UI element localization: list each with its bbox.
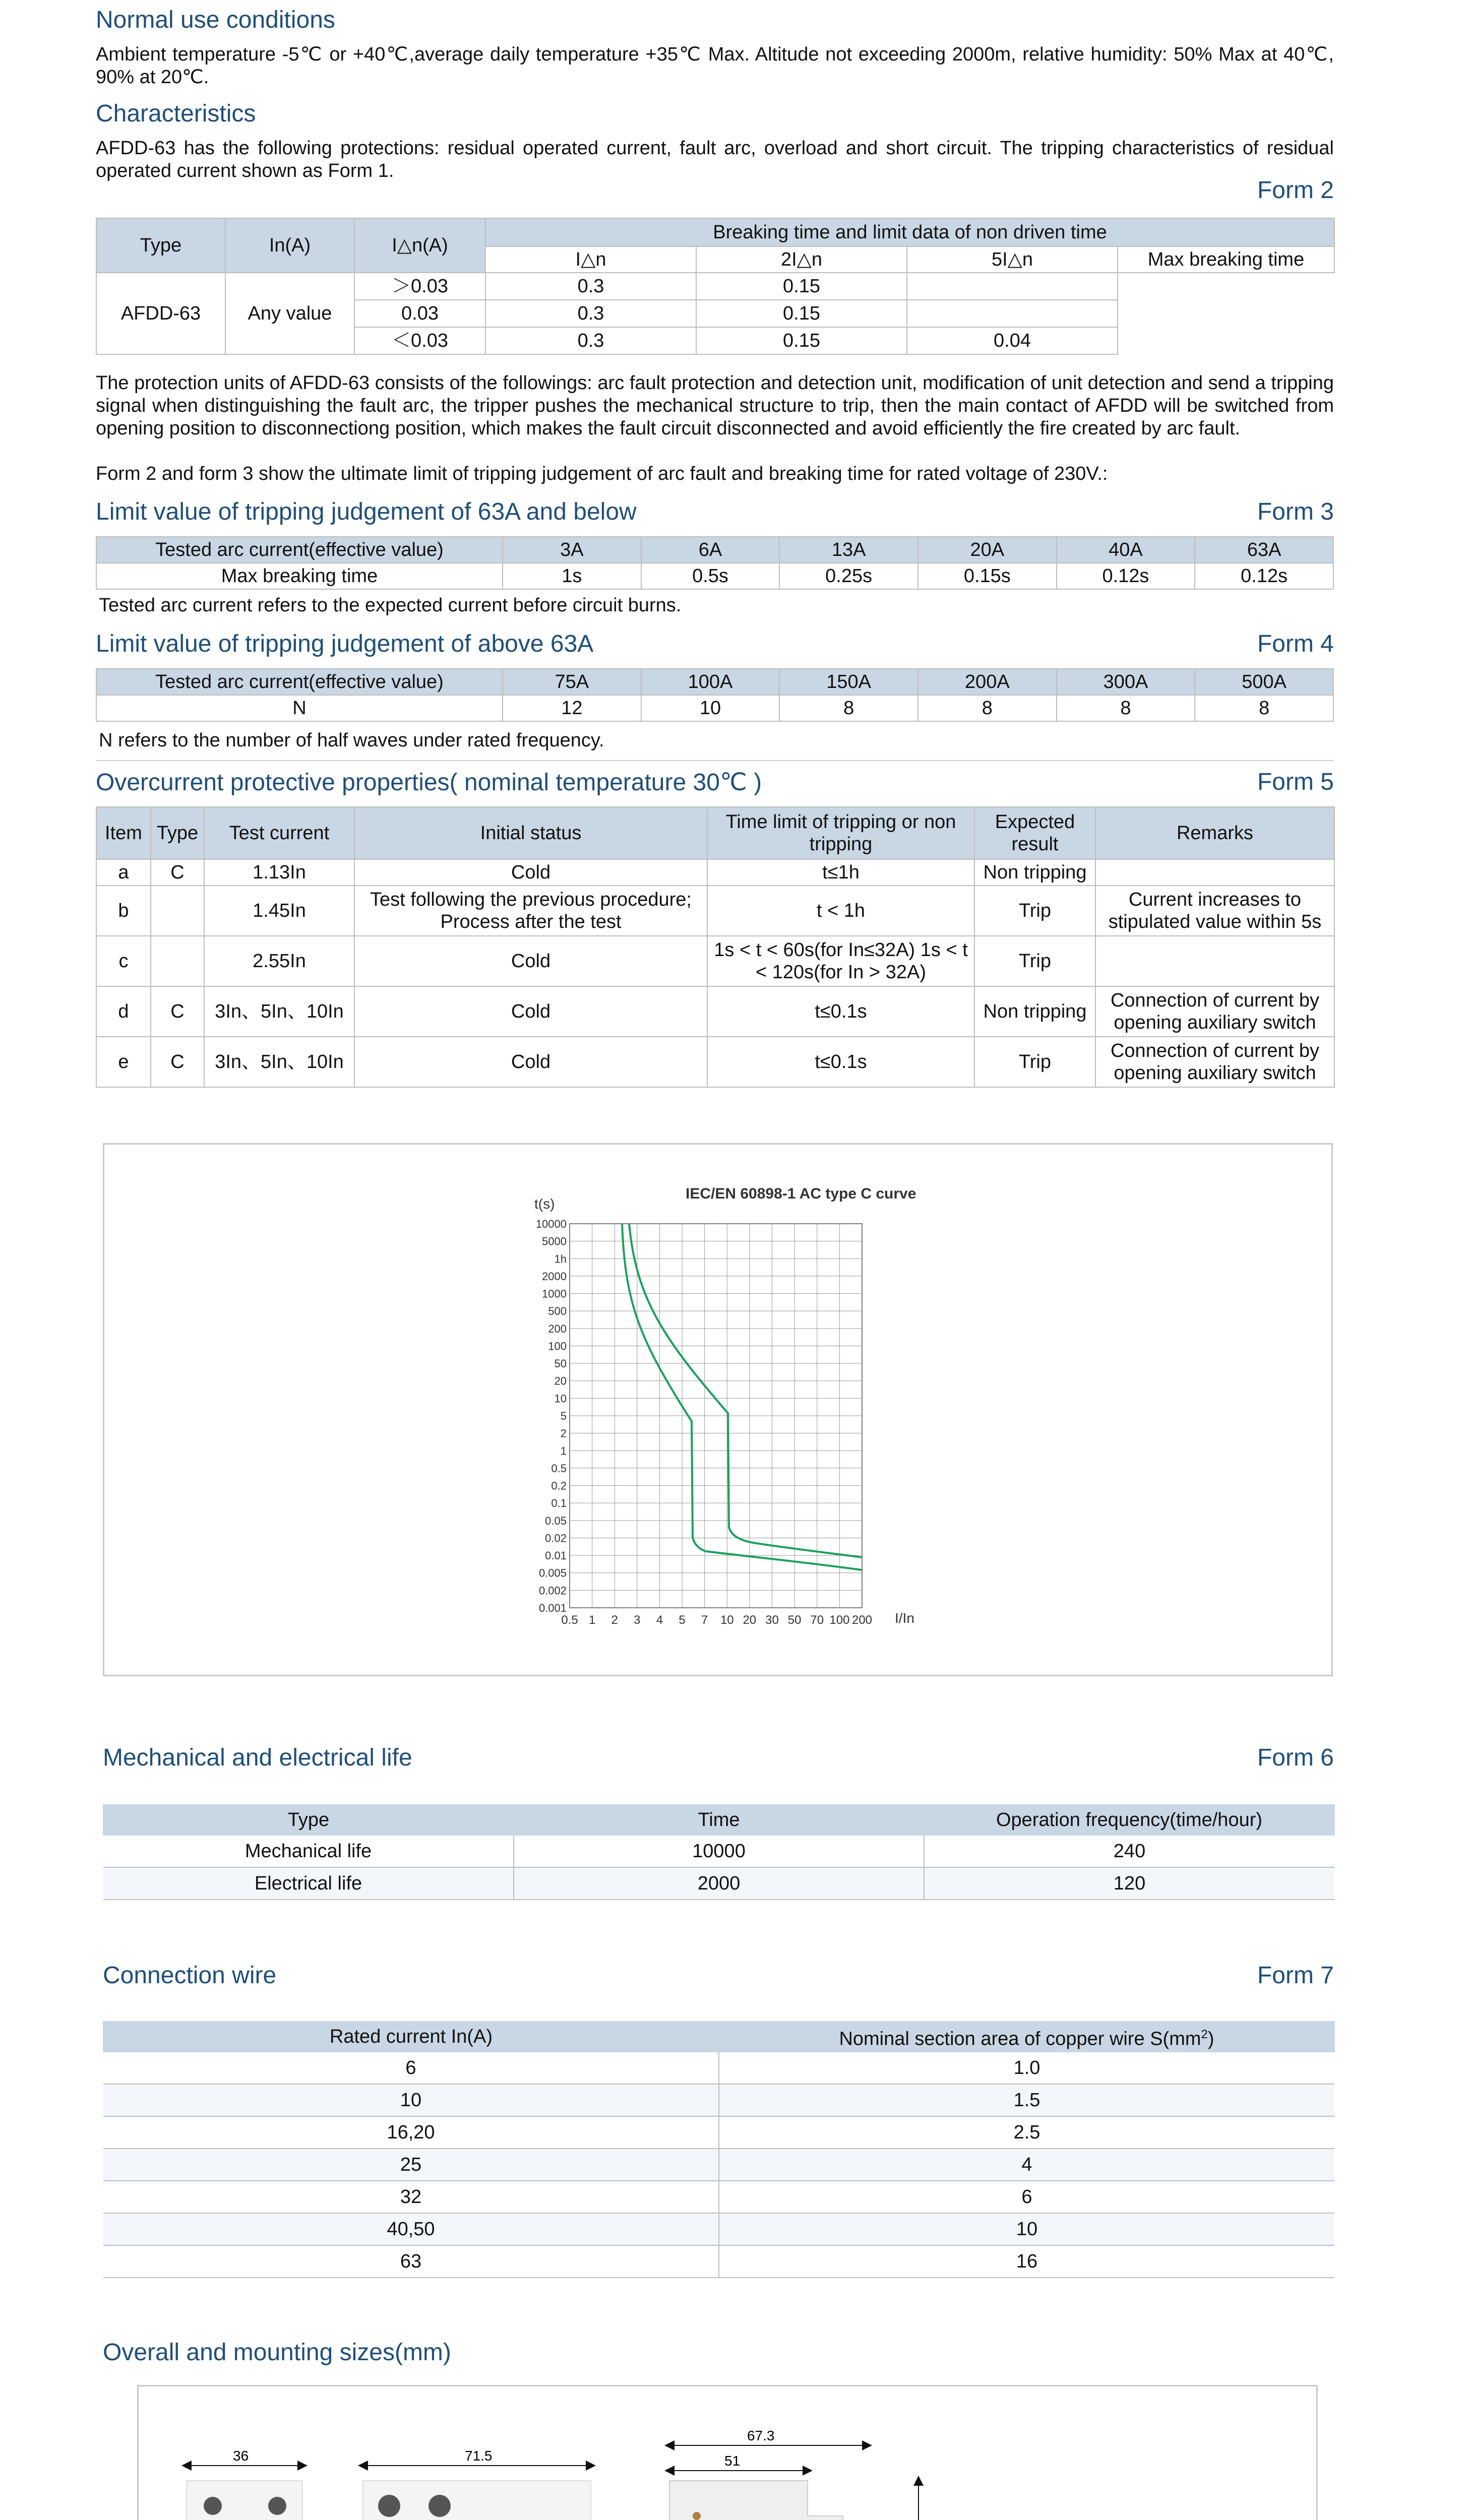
cell-value: 12 <box>503 695 641 721</box>
cell-idn: ＞0.03 <box>354 273 485 300</box>
x-tick-label: 30 <box>765 1613 779 1627</box>
cell-remark <box>1095 936 1334 986</box>
cell-idn: ＜0.03 <box>354 327 485 354</box>
cell-value: 0.12s <box>1057 563 1195 589</box>
cell-value: 0.3 <box>485 273 696 300</box>
header-current: 100A <box>641 669 780 695</box>
header-tested-arc: Tested arc current(effective value) <box>96 537 503 563</box>
y-tick-label: 0.01 <box>545 1549 567 1562</box>
form3-note: Tested arc current refers to the expected current before circuit burns. <box>99 595 682 616</box>
cell-value: 240 <box>924 1835 1334 1867</box>
cell-current: 16,20 <box>103 2116 719 2149</box>
cell-status: Cold <box>354 1037 707 1087</box>
header-c1: I△n <box>485 246 696 273</box>
cell-result: Trip <box>974 1037 1095 1087</box>
y-tick-label: 0.002 <box>538 1584 567 1597</box>
cell-current: 3In、5In、10In <box>204 1037 354 1087</box>
cell-value: 0.3 <box>485 300 696 327</box>
row-label: Max breaking time <box>96 563 503 589</box>
cell-remark: Connection of current by opening auxiliary switch <box>1095 1037 1334 1087</box>
y-tick-label: 1h <box>554 1252 567 1266</box>
x-axis-label: I/In <box>895 1610 914 1626</box>
y-tick-label: 0.2 <box>551 1479 567 1492</box>
cell-item: c <box>96 936 151 986</box>
characteristics-text: AFDD-63 has the following protections: residual operated current, fault arc, overload and short circuit. The tripping characteristics of residual operated current shown as Form 1. <box>96 138 1334 181</box>
cell-time: t≤1h <box>707 859 974 886</box>
form6-title: Mechanical and electrical life <box>103 1744 412 1771</box>
header-cell: Initial status <box>354 807 707 859</box>
cell-current: 1.45In <box>204 886 354 936</box>
y-tick-label: 0.001 <box>538 1602 567 1614</box>
header-end: ) <box>1207 2028 1214 2050</box>
header-current: 150A <box>779 669 918 695</box>
y-tick-label: 1000 <box>542 1287 567 1300</box>
header-cell: Remarks <box>1095 807 1334 859</box>
header-type: Type <box>96 218 225 273</box>
cell-type: C <box>151 859 204 886</box>
y-tick-label: 0.1 <box>551 1497 567 1510</box>
header-current: 6A <box>641 537 780 563</box>
cell-type: C <box>151 1037 204 1087</box>
curve-lower-bound <box>622 1224 862 1570</box>
x-tick-label: 20 <box>743 1613 757 1627</box>
y-tick-label: 100 <box>548 1340 567 1353</box>
cell-value: 0.25s <box>779 563 918 589</box>
header-c3: 5I△n <box>907 246 1118 273</box>
y-tick-label: 0.05 <box>545 1514 567 1527</box>
table-row <box>96 859 1334 886</box>
cell-value: 0.12s <box>1195 563 1333 589</box>
cell-value: 10 <box>641 695 780 721</box>
y-tick-label: 10 <box>554 1392 567 1405</box>
cell-value: 8 <box>1195 695 1333 721</box>
header-current: 20A <box>918 537 1057 563</box>
normal-text: Ambient temperature -5℃ or +40℃,average daily temperature +35℃ Max. Altitude not exceeding 2000m, relative humidity: 50% Max at 40℃, 90% at 20℃. <box>96 44 1334 88</box>
cell-current: 3In、5In、10In <box>204 986 354 1037</box>
normal-title: Normal use conditions <box>96 7 335 33</box>
cell-time: 1s < t < 60s(for In≤32A) 1s < t < 120s(for In > 32A) <box>707 936 974 986</box>
overcurrent-table <box>96 806 1335 1088</box>
cell-current: 32 <box>103 2181 719 2213</box>
x-tick-label: 3 <box>634 1613 641 1627</box>
form5-label: Form 5 <box>1257 769 1334 795</box>
header-in: In(A) <box>225 218 354 273</box>
sizes-title: Overall and mounting sizes(mm) <box>103 2339 451 2366</box>
header-cell: Test current <box>204 807 354 859</box>
y-tick-label: 5000 <box>542 1235 567 1248</box>
header-current: 3A <box>503 537 641 563</box>
x-tick-label: 50 <box>787 1613 802 1627</box>
table-row <box>96 1037 1334 1087</box>
cell-result: Trip <box>974 936 1095 986</box>
table-row <box>103 2116 1334 2149</box>
header-time: Time <box>514 1805 924 1835</box>
device-1p-front <box>187 2448 302 2520</box>
cell-value: 0.5s <box>641 563 780 589</box>
cell-value: 1s <box>503 563 641 589</box>
y-tick-label: 50 <box>554 1357 567 1370</box>
cell-item: e <box>96 1037 151 1087</box>
cell-value: 0.15 <box>696 327 907 354</box>
y-tick-label: 500 <box>548 1305 567 1318</box>
cell-area: 1.5 <box>719 2084 1334 2116</box>
header-section-area <box>719 2022 1334 2052</box>
table-row <box>103 2084 1334 2116</box>
cell-area: 16 <box>719 2245 1334 2278</box>
cell-time: t≤0.1s <box>707 1037 974 1087</box>
x-tick-label: 7 <box>701 1613 708 1627</box>
header-current: 40A <box>1057 537 1195 563</box>
dim-w1: 36 <box>233 2448 249 2464</box>
y-tick-label: 5 <box>560 1410 567 1422</box>
divider <box>96 760 1334 761</box>
cell-value: 0.3 <box>485 327 696 354</box>
form7-title: Connection wire <box>103 1962 277 1989</box>
cell-value <box>907 273 1118 300</box>
table-row <box>96 936 1334 986</box>
cell-type <box>151 936 204 986</box>
header-current: 300A <box>1057 669 1195 695</box>
table-row <box>103 2245 1334 2278</box>
cell-remark <box>1095 859 1334 886</box>
cell-time: t≤0.1s <box>707 986 974 1037</box>
header-cell: Type <box>151 807 204 859</box>
connection-wire-table <box>103 2021 1335 2278</box>
cell-value: 0.04 <box>907 327 1118 354</box>
protection-text-2: Form 2 and form 3 show the ultimate limit of tripping judgement of arc fault and breaking time for rated voltage of 230V.: <box>96 463 1108 484</box>
header-c2: 2I△n <box>696 246 907 273</box>
cell-value: Mechanical life <box>103 1835 514 1867</box>
header-cell: Time limit of tripping or non tripping <box>707 807 974 859</box>
chart-title: IEC/EN 60898-1 AC type C curve <box>686 1185 916 1202</box>
life-table <box>103 1804 1335 1900</box>
residual-current-table <box>96 218 1335 355</box>
arc-limit-above-63a-table <box>96 668 1334 722</box>
form4-label: Form 4 <box>1257 631 1334 657</box>
cell-status: Cold <box>354 936 707 986</box>
form3-title: Limit value of tripping judgement of 63A and below <box>96 498 637 525</box>
cell-type: AFDD-63 <box>96 273 225 354</box>
y-tick-label: 2000 <box>542 1270 567 1283</box>
cell-area: 10 <box>719 2213 1334 2245</box>
cell-remark: Current increases to stipulated value within 5s <box>1095 886 1334 936</box>
trip-curve-chart <box>504 1174 958 1648</box>
cell-type: C <box>151 986 204 1037</box>
protection-text: The protection units of AFDD-63 consists of the followings: arc fault protection and detection unit, modification of unit detection and send a tripping signal when distinguishing the fault arc, the tripper pushes the mechanical structure to trip, then the main contact of AFDD will be switched from opening position to disconnectiong position, which makes the fault circuit disconnected and avoid efficiently the fire created by arc fault. <box>96 372 1334 439</box>
cell-value: 0.15 <box>696 273 907 300</box>
header-current: 75A <box>503 669 641 695</box>
form7-label: Form 7 <box>1257 1962 1334 1989</box>
cell-idn: 0.03 <box>354 300 485 327</box>
cell-result: Non tripping <box>974 986 1095 1037</box>
cell-result: Trip <box>974 886 1095 936</box>
cell-value: 120 <box>924 1867 1334 1900</box>
header-sup: 2 <box>1201 2027 1208 2041</box>
cell-area: 2.5 <box>719 2116 1334 2149</box>
dim-d1: 67.3 <box>747 2428 775 2443</box>
x-tick-label: 4 <box>656 1613 663 1627</box>
table-row <box>103 2052 1334 2084</box>
cell-area: 6 <box>719 2181 1334 2213</box>
header-cell: Expected result <box>974 807 1095 859</box>
cell-type <box>151 886 204 936</box>
dim-w2: 71.5 <box>465 2448 493 2464</box>
table-row <box>103 2213 1334 2245</box>
cell-item: a <box>96 859 151 886</box>
cell-area: 1.0 <box>719 2052 1334 2084</box>
y-tick-label: 10000 <box>535 1218 567 1230</box>
form2-label: Form 2 <box>1257 177 1334 204</box>
header-current: 63A <box>1195 537 1333 563</box>
row-label: N <box>96 695 503 721</box>
cell-item: d <box>96 986 151 1037</box>
x-tick-label: 10 <box>720 1613 734 1627</box>
y-tick-label: 20 <box>554 1374 567 1388</box>
form6-label: Form 6 <box>1257 1744 1334 1771</box>
cell-value: Electrical life <box>103 1867 514 1900</box>
header-frequency: Operation frequency(time/hour) <box>924 1805 1334 1835</box>
y-tick-label: 0.005 <box>538 1566 567 1580</box>
cell-item: b <box>96 886 151 936</box>
device-2p-front <box>363 2448 591 2520</box>
dim-d2: 51 <box>724 2453 741 2469</box>
cell-result: Non tripping <box>974 859 1095 886</box>
form3-label: Form 3 <box>1257 498 1334 525</box>
cell-current: 63 <box>103 2245 719 2278</box>
cell-current: 10 <box>103 2084 719 2116</box>
header-type: Type <box>103 1805 514 1835</box>
cell-value: 8 <box>1057 695 1195 721</box>
cell-value: 8 <box>918 695 1057 721</box>
y-tick-label: 0.5 <box>551 1462 567 1475</box>
dimension-drawings <box>137 2385 1318 2520</box>
header-current: 500A <box>1195 669 1333 695</box>
cell-value: 2000 <box>514 1867 924 1900</box>
y-tick-label: 0.02 <box>545 1532 567 1545</box>
table-row <box>103 2181 1334 2213</box>
cell-value: 0.15s <box>918 563 1057 589</box>
cell-current: 25 <box>103 2149 719 2181</box>
header-text: Nominal section area of copper wire S(mm <box>839 2028 1201 2050</box>
cell-value: 0.15 <box>696 300 907 327</box>
y-tick-label: 1 <box>560 1444 567 1458</box>
table-row <box>96 886 1334 936</box>
header-rated-current: Rated current In(A) <box>103 2022 719 2052</box>
cell-value: 8 <box>779 695 918 721</box>
cell-in: Any value <box>225 273 354 354</box>
cell-current: 40,50 <box>103 2213 719 2245</box>
x-tick-label: 2 <box>611 1613 618 1627</box>
cell-time: t < 1h <box>707 886 974 936</box>
x-tick-label: 1 <box>588 1613 596 1627</box>
cell-status: Cold <box>354 859 707 886</box>
curve-upper-bound <box>629 1224 862 1557</box>
header-idn: I△n(A) <box>354 218 485 273</box>
cell-status: Test following the previous procedure; Process after the test <box>354 886 707 936</box>
x-tick-label: 0.5 <box>561 1613 578 1627</box>
arc-limit-63a-table <box>96 536 1334 590</box>
cell-value: 10000 <box>514 1835 924 1867</box>
y-tick-label: 200 <box>548 1322 567 1335</box>
cell-area: 4 <box>719 2149 1334 2181</box>
remark-max-breaking: Max breaking time <box>1118 246 1334 273</box>
form5-title: Overcurrent protective properties( nominal temperature 30℃ ) <box>96 769 762 796</box>
table-row <box>96 986 1334 1037</box>
device-side-view <box>634 2428 944 2520</box>
header-current: 200A <box>918 669 1057 695</box>
form4-note: N refers to the number of half waves under rated frequency. <box>99 730 604 751</box>
x-tick-label: 70 <box>810 1613 824 1627</box>
cell-current: 6 <box>103 2052 719 2084</box>
y-tick-label: 2 <box>560 1427 567 1440</box>
cell-status: Cold <box>354 986 707 1037</box>
y-axis-label: t(s) <box>534 1196 555 1212</box>
characteristics-title: Characteristics <box>96 100 256 127</box>
x-tick-label: 5 <box>679 1613 686 1627</box>
cell-current: 1.13In <box>204 859 354 886</box>
header-tested-arc: Tested arc current(effective value) <box>96 669 503 695</box>
form4-title: Limit value of tripping judgement of above 63A <box>96 631 594 657</box>
table-row <box>103 2149 1334 2181</box>
cell-current: 2.55In <box>204 936 354 986</box>
x-tick-label: 200 <box>851 1613 873 1627</box>
cell-remark: Connection of current by opening auxiliary switch <box>1095 986 1334 1037</box>
header-cell: Item <box>96 807 151 859</box>
header-current: 13A <box>779 537 918 563</box>
header-breaking-time: Breaking time and limit data of non driven time <box>485 218 1334 246</box>
cell-value <box>907 300 1118 327</box>
x-tick-label: 100 <box>829 1613 850 1627</box>
